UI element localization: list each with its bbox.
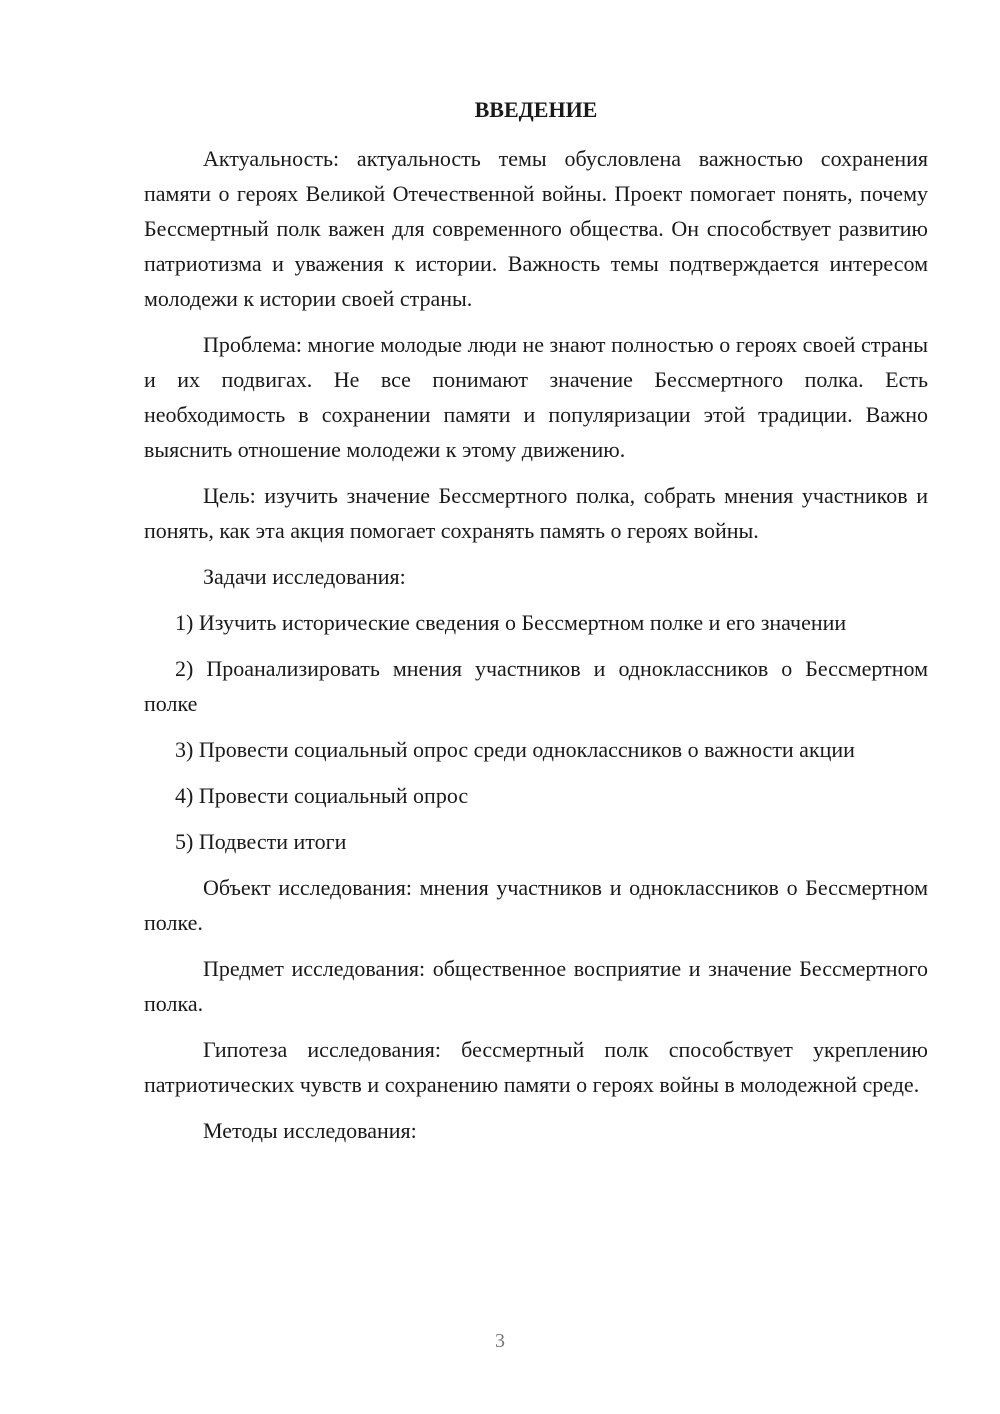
task-item-1: 1) Изучить исторические сведения о Бессмертном полке и его значении [175,610,847,635]
methods-heading: Методы исследования: [203,1118,417,1143]
task-item-4: 4) Провести социальный опрос [175,783,469,808]
paragraph-relevance: Актуальность: актуальность темы обусловлена важностью сохранения памяти о героях Великой Отечественной войны. Проект помогает понять, почему Бессмертный полк важен для современного общества. Он способствует развитию патриотизма и уважения к истории. Важность темы подтверждается интересом молодежи к истории своей страны. [144,146,928,311]
task-item-3: 3) Провести социальный опрос среди одноклассников о важности акции [175,737,855,762]
page-number: 3 [495,1330,505,1352]
task-item-5: 5) Подвести итоги [175,829,347,854]
task-item-2: 2) Проанализировать мнения участников и одноклассников о Бессмертном полке [144,656,928,716]
tasks-heading: Задачи исследования: [203,564,406,589]
paragraph-object: Объект исследования: мнения участников и одноклассников о Бессмертном полке. [144,875,928,935]
section-title: ВВЕДЕНИЕ [474,97,598,122]
paragraph-goal: Цель: изучить значение Бессмертного полка, собрать мнения участников и понять, как эта акция помогает сохранять память о героях войны. [144,483,928,543]
paragraph-hypothesis: Гипотеза исследования: бессмертный полк способствует укреплению патриотических чувств и сохранению памяти о героях войны в молодежной среде. [144,1037,928,1097]
paragraph-subject: Предмет исследования: общественное восприятие и значение Бессмертного полка. [144,956,928,1016]
document-page [144,92,928,1159]
paragraph-problem: Проблема: многие молодые люди не знают полностью о героях своей страны и их подвигах. Не все понимают значение Бессмертного полка. Есть необходимость в сохранении памяти и популяризации этой традиции. Важно выяснить отношение молодежи к этому движению. [144,332,928,462]
